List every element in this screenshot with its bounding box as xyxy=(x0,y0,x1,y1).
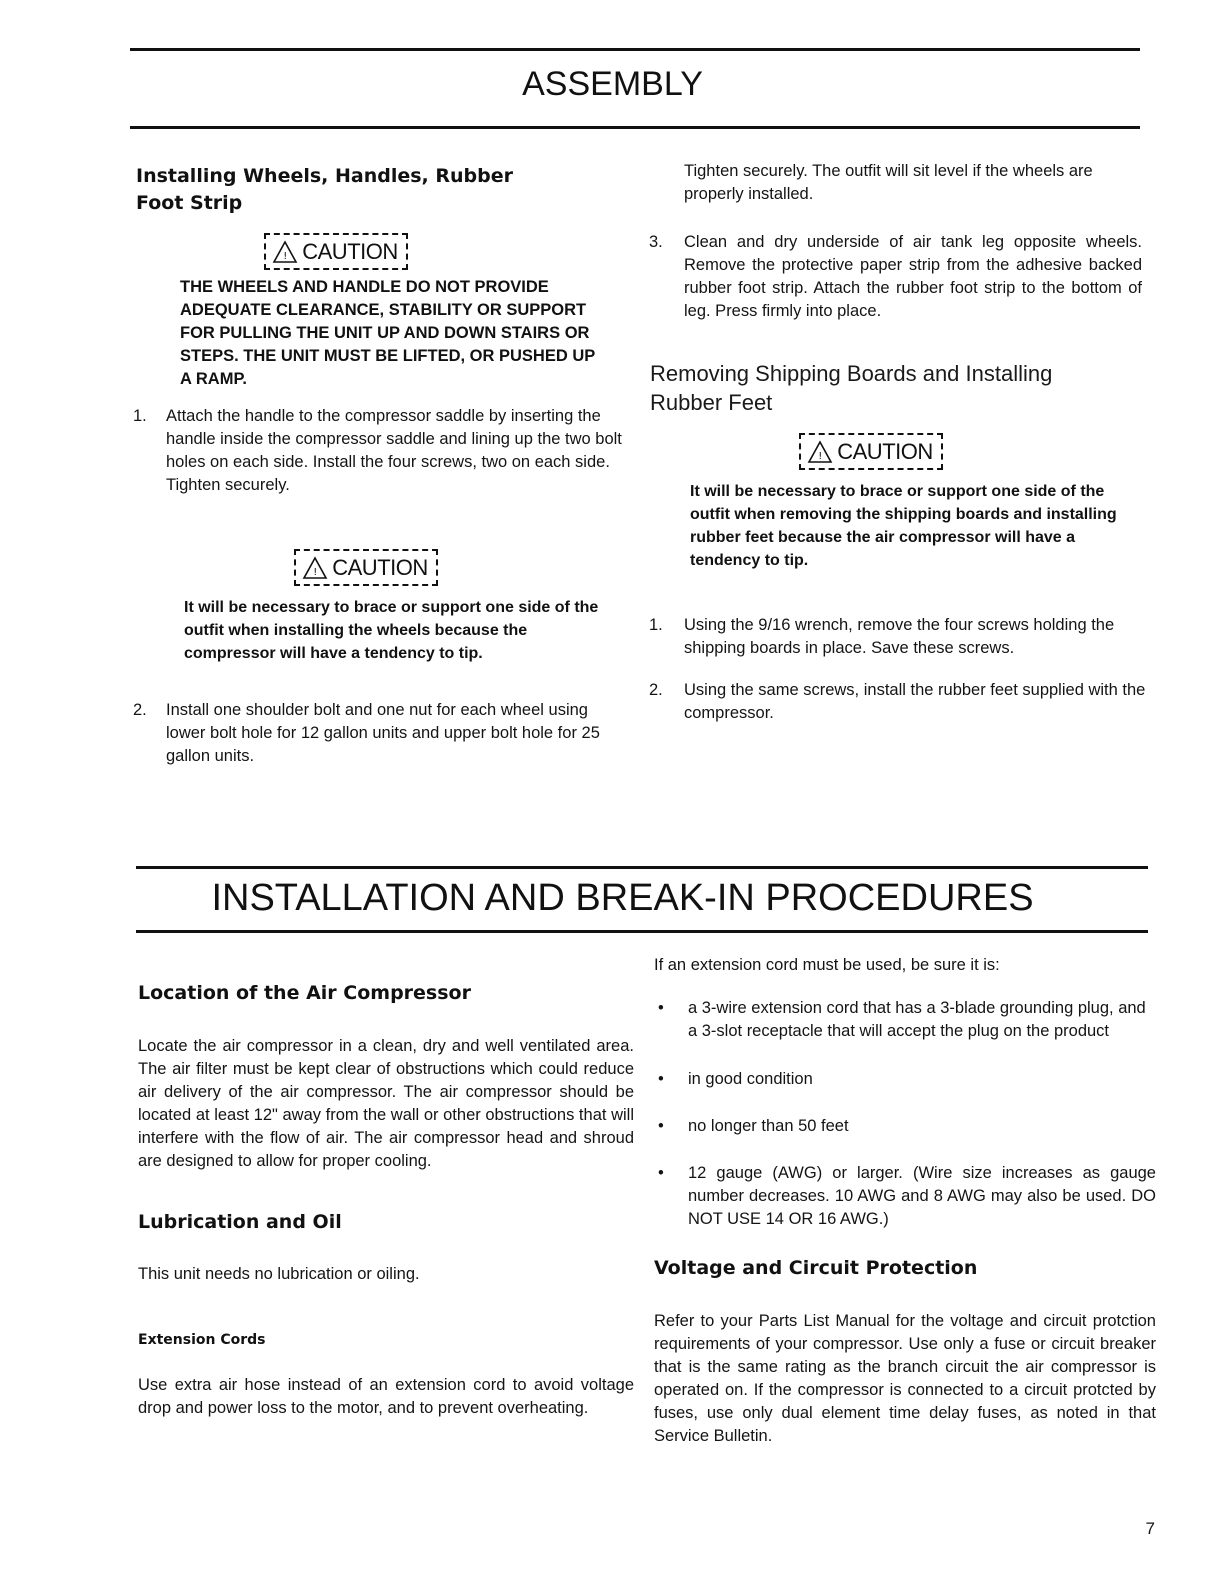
installation-title: INSTALLATION AND BREAK-IN PROCEDURES xyxy=(211,877,1034,919)
cord-item-2 xyxy=(654,1068,1156,1091)
assembly-step-1 xyxy=(134,405,624,497)
bullet: • xyxy=(658,1164,664,1182)
step-number: 1. xyxy=(649,616,663,634)
bullet: • xyxy=(658,1070,664,1088)
shipping-heading: Removing Shipping Boards and Installing Rubber Feet xyxy=(650,361,1053,415)
warning-brace-shipping: It will be necessary to brace or support one side of the outfit when removing the shipping boards and installing rubber feet because the air compressor will have a tendency to tip. xyxy=(690,483,1117,569)
page-number: 7 xyxy=(1145,1519,1155,1538)
svg-text:!: ! xyxy=(818,451,823,462)
step-number: 2. xyxy=(649,681,663,699)
cord-item-text: no longer than 50 feet xyxy=(688,1117,849,1135)
installation-bottom-rule xyxy=(136,930,1148,933)
bullet: • xyxy=(658,1117,664,1135)
location-heading: Location of the Air Compressor xyxy=(138,982,471,1004)
shipping-step-1 xyxy=(650,614,1146,660)
top-rule xyxy=(130,48,1140,51)
step-text: Using the same screws, install the rubber feet supplied with the compressor. xyxy=(684,681,1146,722)
assembly-title: ASSEMBLY xyxy=(522,65,703,103)
caution-label: CAUTION xyxy=(837,439,933,464)
step-text: Install one shoulder bolt and one nut for each wheel using lower bolt hole for 12 gallon units and upper bolt hole for 25 gallon units. xyxy=(166,701,600,765)
cord-intro: If an extension cord must be used, be sure it is: xyxy=(654,956,1000,974)
caution-box-1 xyxy=(136,233,536,270)
cord-item-3 xyxy=(654,1115,1156,1138)
step-2-continued: Tighten securely. The outfit will sit level if the wheels are properly installed. xyxy=(684,162,1093,203)
warning-triangle-icon xyxy=(272,240,298,264)
cord-item-text: a 3-wire extension cord that has a 3-blade grounding plug, and a 3-slot receptacle that will accept the plug on the product xyxy=(688,999,1146,1040)
caution-box-3 xyxy=(650,433,1086,470)
cord-item-1 xyxy=(654,997,1156,1043)
step-text: Clean and dry underside of air tank leg opposite wheels. Remove the protective paper strip from the adhesive backed rubber foot strip. Attach the rubber foot strip to the bottom of leg. Press firmly into place. xyxy=(684,233,1142,320)
cord-item-4 xyxy=(654,1162,1156,1231)
step-text: Attach the handle to the compressor saddle by inserting the handle inside the compressor saddle and lining up the two bolt holes on each side. Install the four screws, two on each side. Tighten securely. xyxy=(166,407,622,494)
location-text: Locate the air compressor in a clean, dry and well ventilated area. The air filter must be kept clear of obstructions which could reduce air delivery of the air compressor. The air compressor should be located at least 12" away from the wall or other obstructions that will interfere with the flow of air. The air compressor head and shroud are designed to allow for proper cooling. xyxy=(138,1037,634,1170)
assembly-step-2 xyxy=(134,699,624,768)
lubrication-text: This unit needs no lubrication or oiling. xyxy=(138,1265,420,1283)
bullet: • xyxy=(658,999,664,1017)
extension-heading: Extension Cords xyxy=(138,1332,266,1348)
caution-box-2 xyxy=(136,549,596,586)
installation-left-column xyxy=(138,980,634,1420)
cord-item-text: in good condition xyxy=(688,1070,813,1088)
shipping-step-2 xyxy=(650,679,1146,725)
assembly-right-column xyxy=(650,160,1150,725)
lubrication-heading: Lubrication and Oil xyxy=(138,1211,342,1233)
step-number: 2. xyxy=(133,701,147,719)
voltage-heading: Voltage and Circuit Protection xyxy=(654,1257,978,1279)
assembly-rule xyxy=(130,126,1140,129)
extension-text: Use extra air hose instead of an extension cord to avoid voltage drop and power loss to the motor, and to prevent overheating. xyxy=(138,1376,634,1417)
step-text: Using the 9/16 wrench, remove the four screws holding the shipping boards in place. Save these screws. xyxy=(684,616,1115,657)
assembly-step-3 xyxy=(650,231,1142,323)
installation-right-column xyxy=(654,954,1156,1448)
warning-triangle-icon xyxy=(807,440,833,464)
step-number: 1. xyxy=(133,407,147,425)
wheels-heading: Installing Wheels, Handles, Rubber Foot Strip xyxy=(136,165,514,214)
warning-wheels-handle: THE WHEELS AND HANDLE DO NOT PROVIDE ADEQUATE CLEARANCE, STABILITY OR SUPPORT FOR PULLING THE UNIT UP AND DOWN STAIRS OR STEPS. THE UNIT MUST BE LIFTED, OR PUSHED UP A RAMP. xyxy=(180,278,595,388)
assembly-left-column xyxy=(133,163,636,768)
caution-label: CAUTION xyxy=(302,239,398,264)
warning-brace-wheels: It will be necessary to brace or support one side of the outfit when installing the wheels because the compressor will have a tendency to tip. xyxy=(184,599,599,662)
installation-top-rule xyxy=(136,866,1148,869)
cord-item-text: 12 gauge (AWG) or larger. (Wire size increases as gauge number decreases. 10 AWG and 8 AWG may also be used. DO NOT USE 14 OR 16 AWG.) xyxy=(688,1164,1156,1228)
svg-text:!: ! xyxy=(283,251,288,262)
caution-label: CAUTION xyxy=(332,555,428,580)
voltage-text: Refer to your Parts List Manual for the voltage and circuit protction requirements of your compressor. Use only a fuse or circuit breaker that is the same rating as the branch circuit the air compressor is operated on. If the compressor is connected to a circuit protcted by fuses, use only dual element time delay fuses, as noted in that Service Bulletin. xyxy=(654,1312,1156,1445)
svg-text:!: ! xyxy=(313,567,318,578)
step-number: 3. xyxy=(649,233,663,251)
warning-triangle-icon xyxy=(302,556,328,580)
